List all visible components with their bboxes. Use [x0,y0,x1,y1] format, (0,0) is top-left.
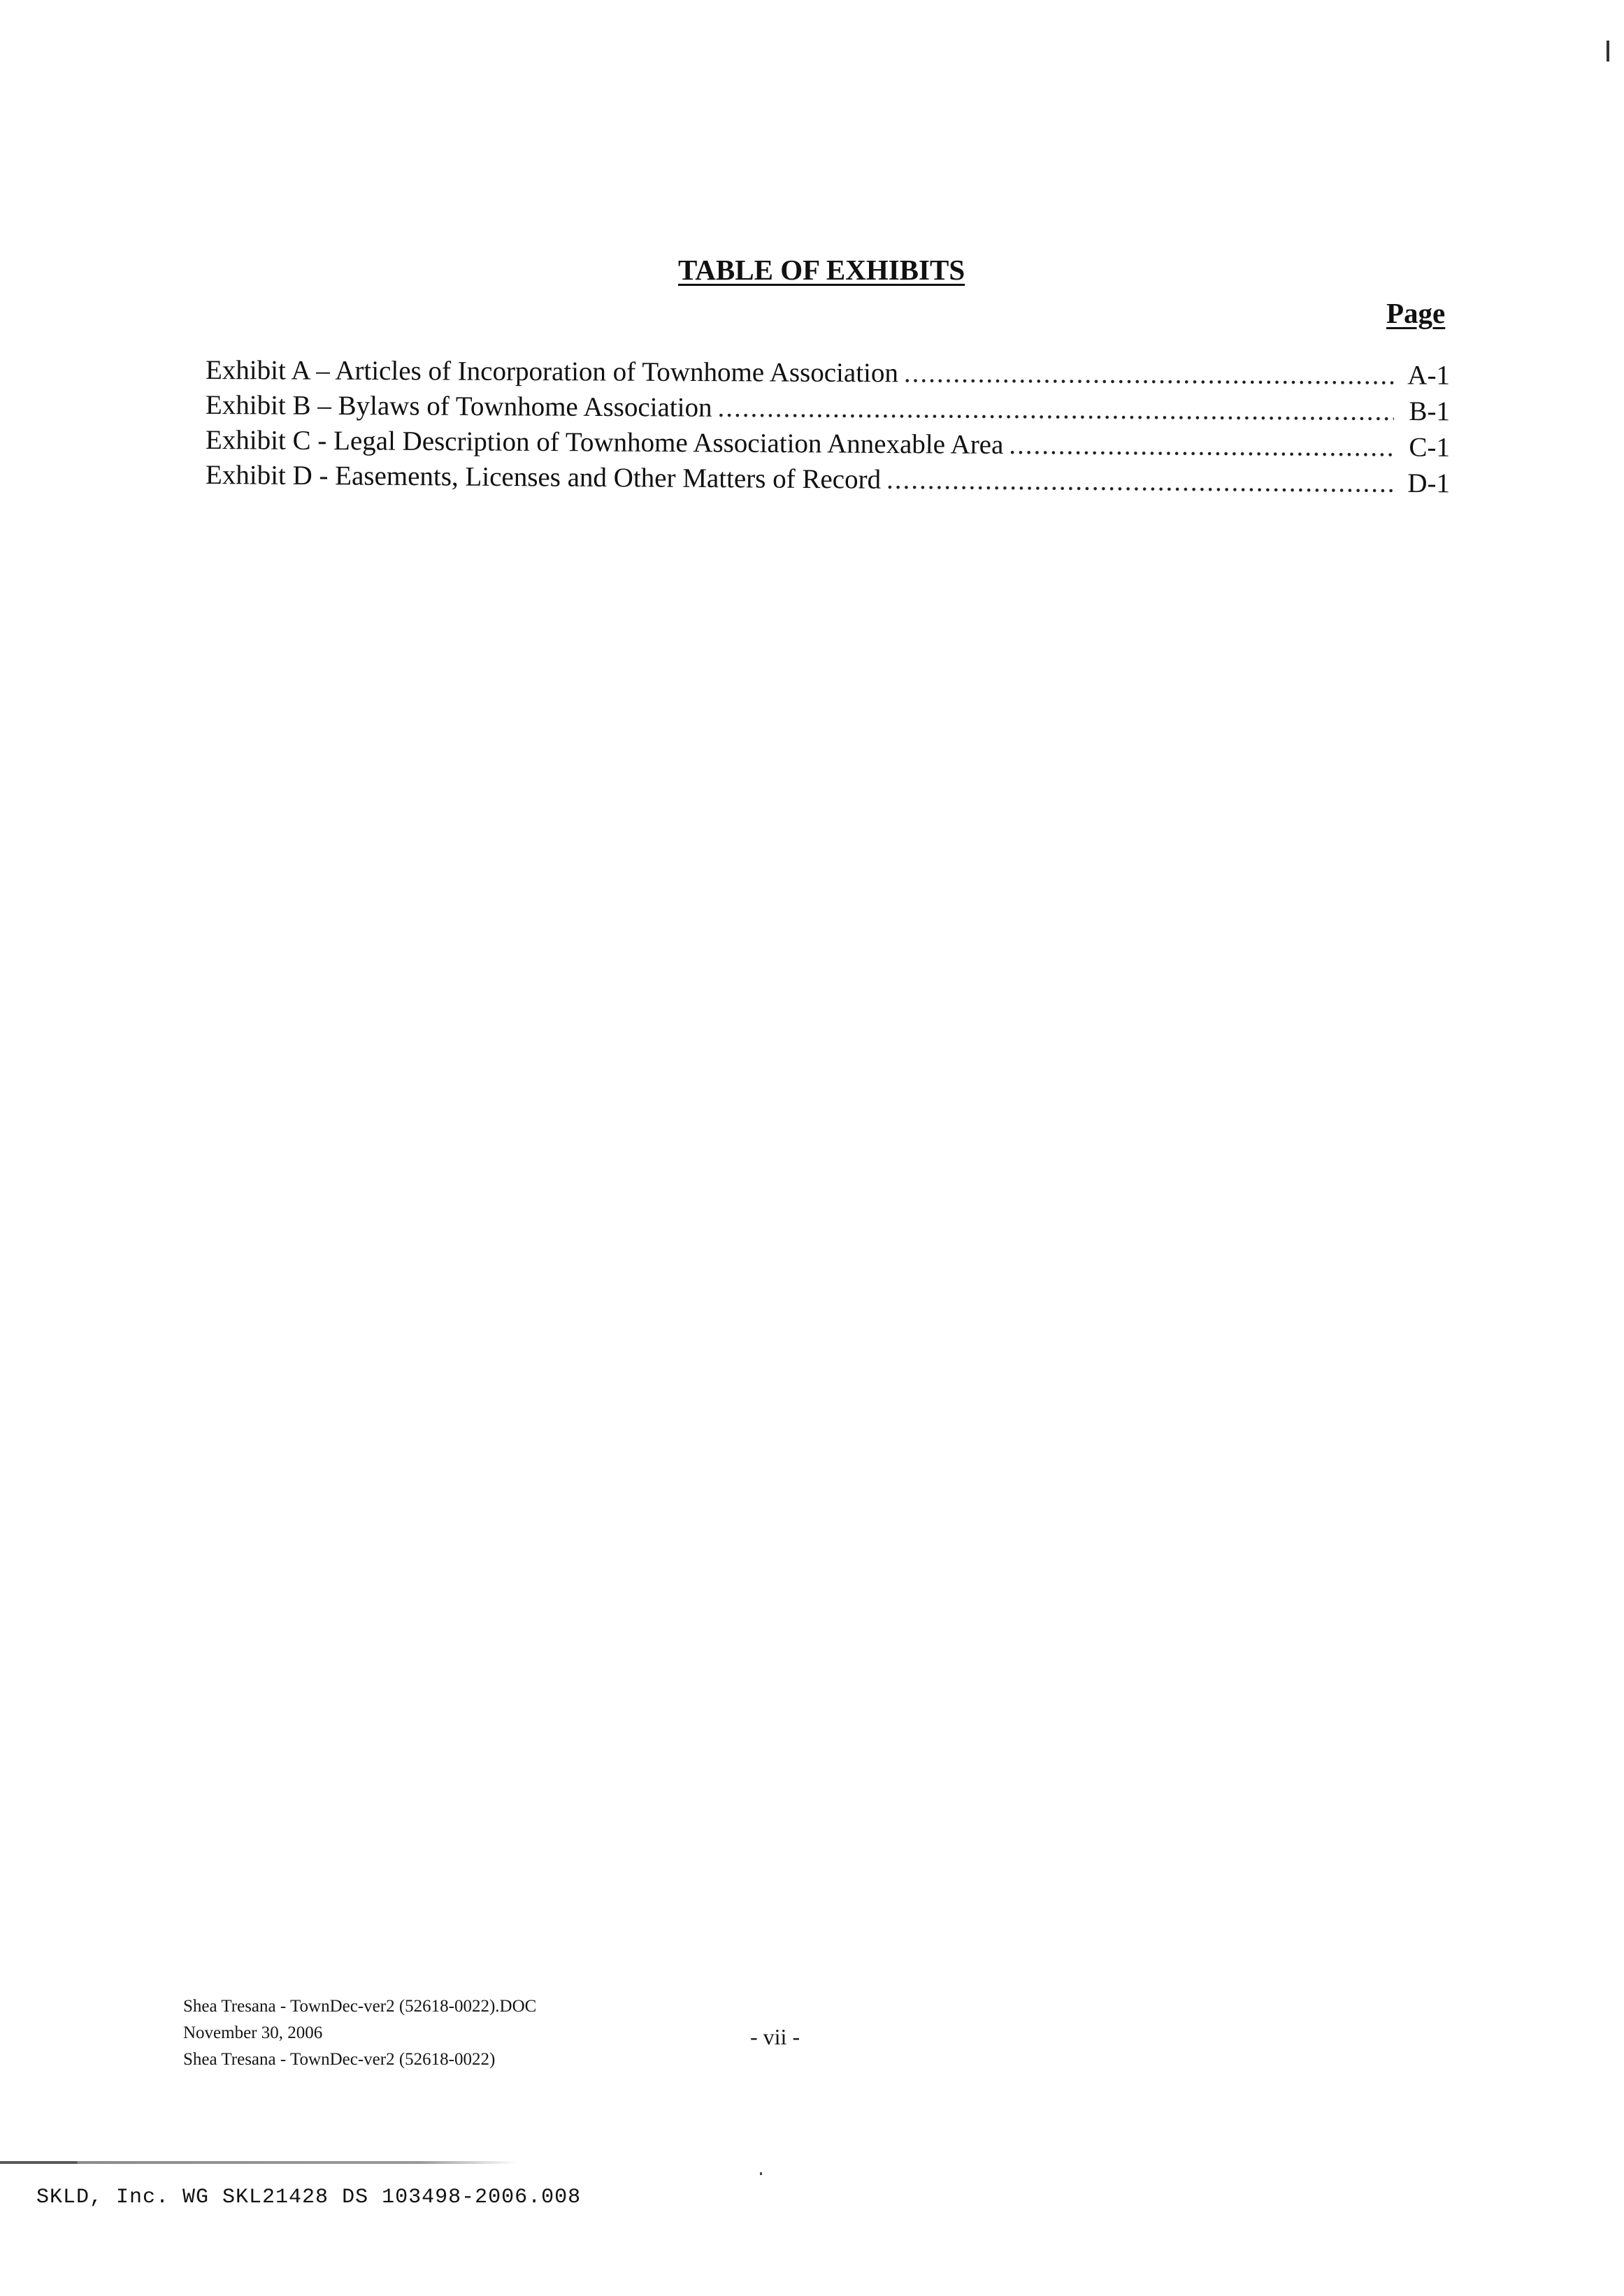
exhibit-row-b [206,388,1450,429]
footer-version: Shea Tresana - TownDec-ver2 (52618-0022) [183,2050,496,2069]
scan-reference-footer: SKLD, Inc. WG SKL21428 DS 103498-2006.008 [36,2186,582,2209]
footer-file-name: Shea Tresana - TownDec-ver2 (52618-0022).DOC [183,1997,537,2016]
dot-leader [1009,428,1394,465]
exhibit-page-reference: B-1 [1409,396,1451,427]
exhibit-page-reference: C-1 [1409,432,1451,463]
dot-leader [904,356,1394,393]
exhibit-page-reference: A-1 [1407,360,1451,391]
exhibit-label: Exhibit D - Easements, Licenses and Other Matters of Record [205,460,882,495]
page-number: - vii - [750,2024,800,2049]
exhibit-label: Exhibit A – Articles of Incorporation of Townhome Association [205,355,899,389]
exhibit-label: Exhibit C - Legal Description of Townhome Association Annexable Area [205,425,1004,460]
dot-leader [886,463,1394,501]
dot-leader [717,391,1394,429]
exhibit-page-reference: D-1 [1407,468,1451,499]
table-of-exhibits-title: TABLE OF EXHIBITS [678,254,965,286]
document-footer [183,1993,536,2073]
scan-artifact-line [0,2161,517,2164]
exhibit-label: Exhibit B – Bylaws of Townhome Association [205,390,712,423]
scan-artifact-speck [760,2172,762,2175]
exhibit-list [205,353,1451,499]
exhibit-row-a [206,353,1450,394]
exhibit-row-d [206,458,1450,501]
footer-date: November 30, 2006 [183,2023,323,2042]
page-column-heading: Page [1386,297,1446,329]
scan-corner-mark [1607,41,1609,62]
